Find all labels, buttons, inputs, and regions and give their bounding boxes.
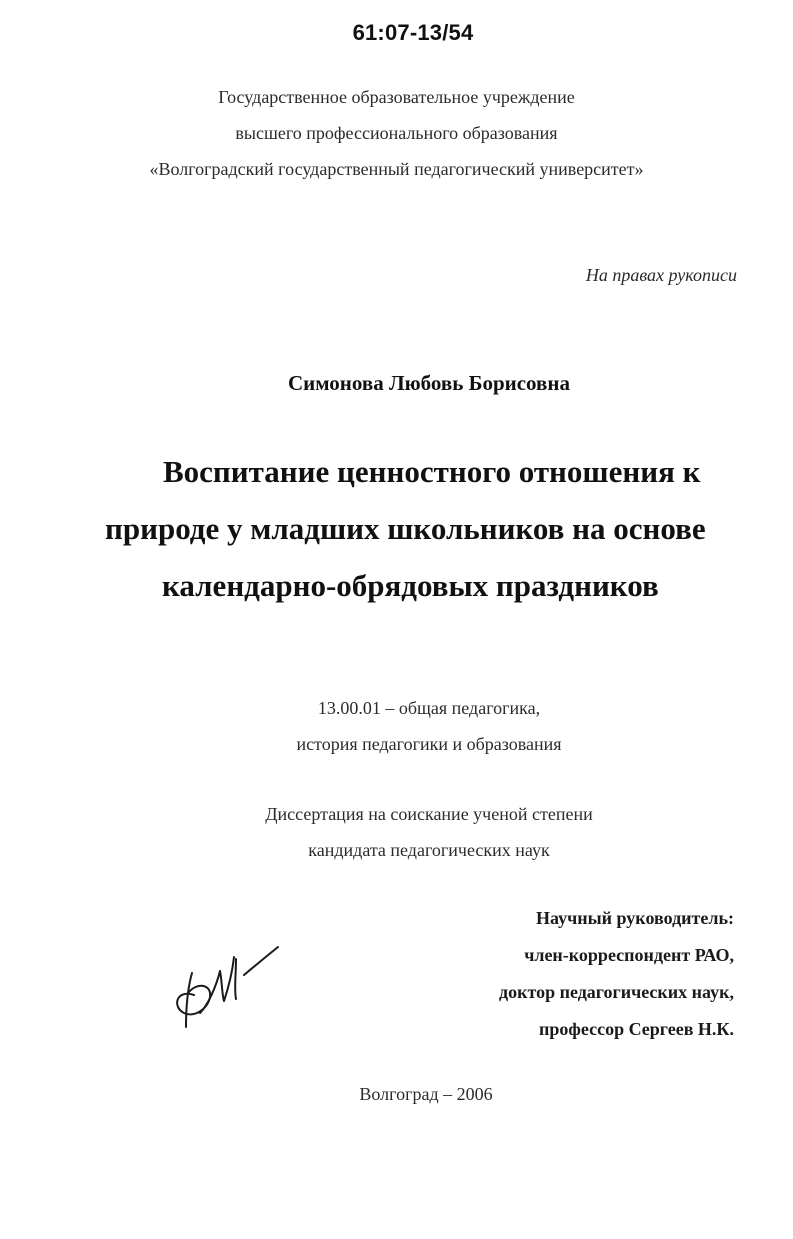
supervisor-line-1: Научный руководитель: (536, 908, 734, 928)
title-line-2: природе у младших школьников на основе (105, 511, 706, 546)
dissertation-title (0, 443, 793, 614)
supervisor-line-2: член-корреспондент РАО, (524, 945, 734, 965)
degree-block (0, 796, 793, 868)
title-line-3: календарно-обрядовых праздников (162, 568, 659, 603)
manuscript-rights-note: На правах рукописи (585, 265, 737, 285)
title-line-1: Воспитание ценностного отношения к (163, 454, 701, 489)
supervisor-block (499, 900, 734, 1048)
specialty-line-2: история педагогики и образования (296, 734, 562, 754)
supervisor-line-4: профессор Сергеев Н.К. (539, 1019, 734, 1039)
institution-line-1: Государственное образовательное учреждение (218, 87, 575, 107)
institution-line-3: «Волгоградский государственный педагогический университет» (149, 159, 644, 179)
institution-line-2: высшего профессионального образования (235, 123, 558, 143)
handwritten-signature-icon (170, 935, 290, 1035)
specialty-line-1: 13.00.01 – общая педагогика, (317, 698, 541, 718)
supervisor-line-3: доктор педагогических наук, (498, 982, 734, 1002)
institution-block (0, 79, 793, 187)
archive-stamp-number: 61:07-13/54 (352, 20, 474, 45)
city-year: Волгоград – 2006 (359, 1084, 493, 1104)
degree-line-2: кандидата педагогических наук (308, 840, 550, 860)
degree-line-1: Диссертация на соискание ученой степени (265, 804, 593, 824)
author-name: Симонова Любовь Борисовна (288, 371, 570, 395)
specialty-block (0, 690, 793, 762)
